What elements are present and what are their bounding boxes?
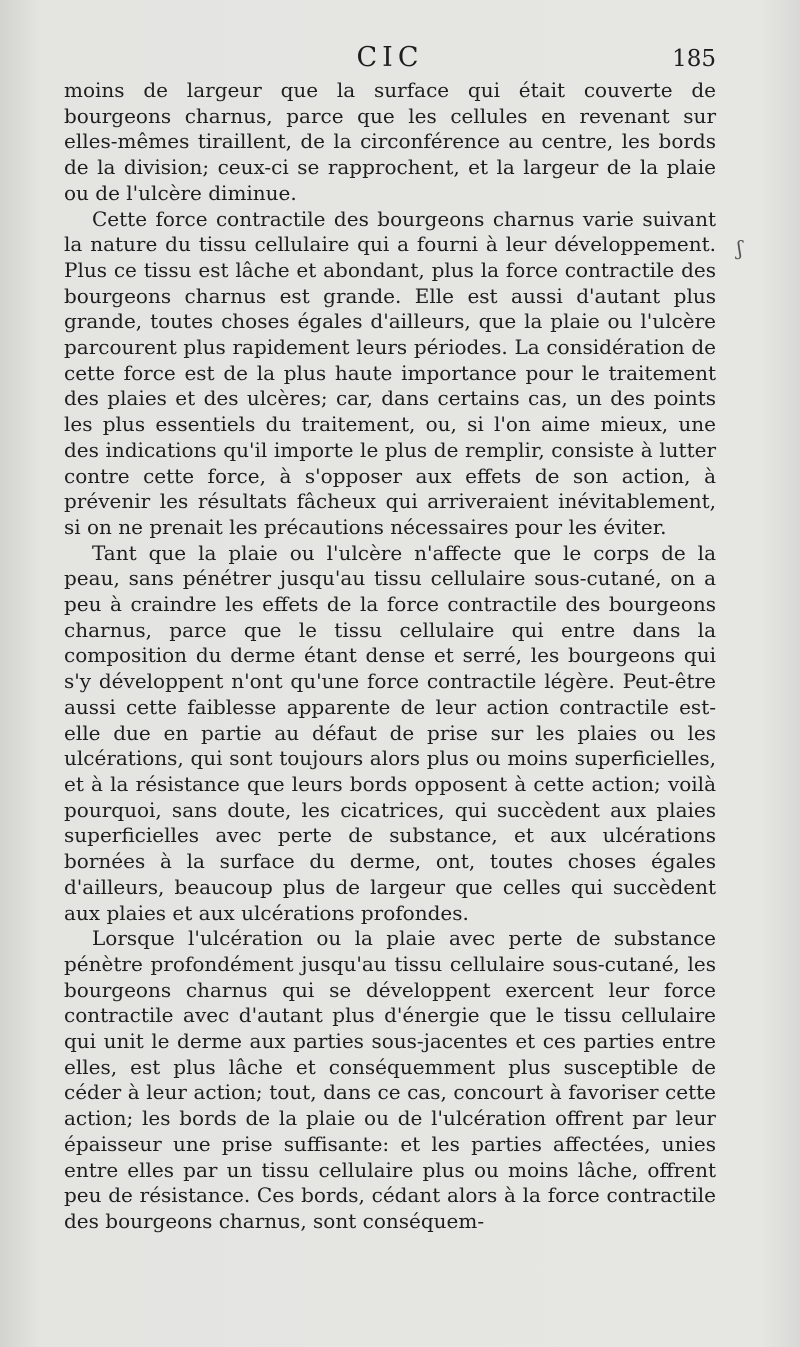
- running-title: CIC: [356, 42, 424, 73]
- paragraph-continuation: moins de largeur que la surface qui était couverte de bourgeons charnus, parce que les cellules en revenant sur elles-mêmes tiraillent, de la circonférence au centre, les bords de la division; ceux-ci se rapprochent, et la largeur de la plaie ou de l'ulcère diminue.: [64, 78, 716, 205]
- paragraph: Tant que la plaie ou l'ulcère n'affecte que le corps de la peau, sans pénétrer jusqu'au tissu cellulaire sous-cutané, on a peu à craindre les effets de la force contractile des bourgeons charnus, parce que le tissu cellulaire qui entre dans la composition du derme étant dense et serré, les bourgeons qui s'y développent n'ont qu'une force contractile légère. Peut-être aussi cette faiblesse apparente de leur action contractile est-elle due en partie au défaut de prise sur les plaies ou les ulcérations, qui sont toujours alors plus ou moins superficielles, et à la résistance que leurs bords opposent à cette action; voilà pourquoi, sans doute, les cicatrices, qui succèdent aux plaies superficielles avec perte de substance, et aux ulcérations bornées à la surface du derme, ont, toutes choses égales d'ailleurs, beaucoup plus de largeur que celles qui succèdent aux plaies et aux ulcérations profondes.: [64, 540, 716, 925]
- page-header: [64, 42, 716, 76]
- paragraph: Cette force contractile des bourgeons charnus varie suivant la nature du tissu cellulaire qui a fourni à leur développement. Plus ce tissu est lâche et abondant, plus la force contractile des bourgeons charnus est grande. Elle est aussi d'autant plus grande, toutes choses égales d'ailleurs, que la plaie ou l'ulcère parcourent plus rapidement leurs périodes. La considération de cette force est de la plus haute importance pour le traitement des plaies et des ulcères; car, dans certains cas, un des points les plus essentiels du traitement, ou, si l'on aime mieux, une des indications qu'il importe le plus de remplir, consiste à lutter contre cette force, à s'opposer aux effets de son action, à prévenir les résultats fâcheux qui arriveraient inévitablement, si on ne prenait les précautions nécessaires pour les éviter.: [64, 206, 716, 539]
- body-text: [64, 78, 716, 1235]
- margin-mark: ʃ: [737, 236, 743, 260]
- page-number: 185: [672, 46, 716, 72]
- paragraph: Lorsque l'ulcération ou la plaie avec perte de substance pénètre profondément jusqu'au tissu cellulaire sous-cutané, les bourgeons charnus qui se développent exercent leur force contractile avec d'autant plus d'énergie que le tissu cellulaire qui unit le derme aux parties sous-jacentes et ces parties entre elles, est plus lâche et conséquemment plus susceptible de céder à leur action; tout, dans ce cas, concourt à favoriser cette action; les bords de la plaie ou de l'ulcération offrent par leur épaisseur une prise suffisante: et les parties affectées, unies entre elles par un tissu cellulaire plus ou moins lâche, offrent peu de résistance. Ces bords, cédant alors à la force contractile des bourgeons charnus, sont conséquem-: [64, 926, 716, 1233]
